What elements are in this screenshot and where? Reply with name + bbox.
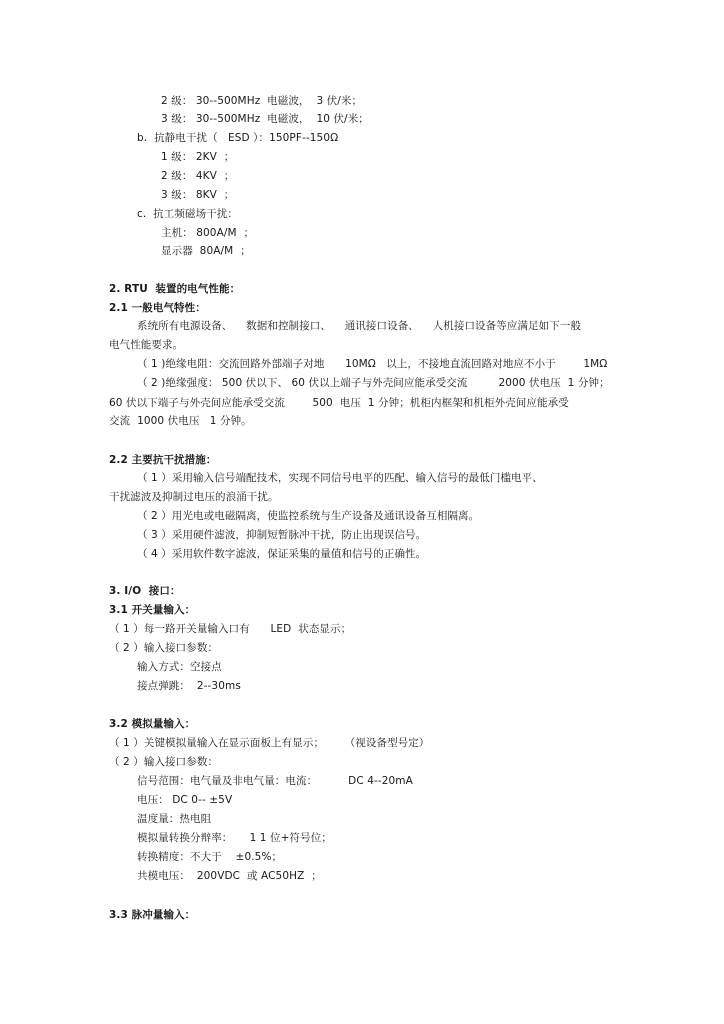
section-heading: 2. RTU 装置的电气性能： xyxy=(109,283,241,295)
text-line: （ 1 )绝缘电阻：交流回路外部端子对地 10MΩ 以上，不接地直流回路对地应不小于 1MΩ xyxy=(137,358,608,370)
text-line: 60 伏以下端子与外壳间应能承受交流 500 电压 1 分钟；机柜内框架和机柜外壳间应能承受 xyxy=(109,397,569,409)
text-line: 交流 1000 伏电压 1 分钟。 xyxy=(109,415,252,427)
text-line: 干扰滤波及抑制过电压的浪涌干扰。 xyxy=(109,491,279,503)
text-line: 接点弹跳： 2--30ms xyxy=(137,680,241,692)
text-line: 2 级： 30--500MHz 电磁波， 3 伏/米； xyxy=(161,95,363,107)
text-line: 温度量：热电阻 xyxy=(137,813,212,825)
text-line: 2 级： 4KV ； xyxy=(161,170,235,182)
text-line: 转换精度：不大于 ±0.5%； xyxy=(137,851,283,863)
text-line: 模拟量转换分辩率： 1 1 位+符号位； xyxy=(137,832,332,844)
text-line: （ 2 )绝缘强度： 500 伏以下、 60 伏以上端子与外壳间应能承受交流 2000 伏电压 1 分钟； xyxy=(137,377,610,389)
section-heading: 3.3 脉冲量输入： xyxy=(109,909,196,921)
text-line: 主机： 800A/M ； xyxy=(161,227,255,239)
text-line: （ 2 ）输入接口参数： xyxy=(109,642,219,654)
text-line: 系统所有电源设备、 数据和控制接口、 通讯接口设备、 人机接口设备等应满足如下一般 xyxy=(137,320,582,332)
section-heading: 3.2 模拟量输入： xyxy=(109,718,196,730)
section-heading: 2.2 主要抗干扰措施： xyxy=(109,454,217,466)
text-line: （ 1 ）每一路开关量输入口有 LED 状态显示； xyxy=(109,623,352,635)
section-heading: 2.1 一般电气特性： xyxy=(109,302,206,314)
text-line: （ 4 ）采用软件数字滤波，保证采集的量值和信号的正确性。 xyxy=(137,548,427,560)
text-line: 信号范围：电气量及非电气量：电流： DC 4--20mA xyxy=(137,775,413,787)
section-heading: 3.1 开关量输入： xyxy=(109,604,196,616)
text-line: （ 2 ）输入接口参数： xyxy=(109,756,219,768)
text-line: （ 1 ）采用输入信号端配技术，实现不同信号电平的匹配、输入信号的最低门槛电平、 xyxy=(137,472,543,484)
text-line: 1 级： 2KV ； xyxy=(161,151,235,163)
text-line: 共模电压： 200VDC 或 AC50HZ ； xyxy=(137,870,322,882)
text-line: 电压： DC 0-- ±5V xyxy=(137,794,233,806)
text-line: 3 级： 30--500MHz 电磁波， 10 伏/米； xyxy=(161,113,369,125)
text-line: 3 级： 8KV ； xyxy=(161,189,235,201)
text-line: （ 3 ）采用硬件滤波，抑制短暂脉冲干扰，防止出现误信号。 xyxy=(137,529,427,541)
text-line: c. 抗工频磁场干扰： xyxy=(137,208,238,220)
section-heading: 3. I/O 接口： xyxy=(109,585,181,597)
text-line: 输入方式：空接点 xyxy=(137,661,222,673)
text-line: （ 2 ）用光电或电磁隔离，使监控系统与生产设备及通讯设备互相隔离。 xyxy=(137,510,480,522)
text-line: （ 1 ）关键模拟量输入在显示面板上有显示； （视设备型号定） xyxy=(109,737,430,749)
text-line: 显示器 80A/M ； xyxy=(161,245,251,257)
text-line: b. 抗静电干扰（ ESD ）：150PF--150Ω xyxy=(137,132,339,144)
text-line: 电气性能要求。 xyxy=(109,339,184,351)
